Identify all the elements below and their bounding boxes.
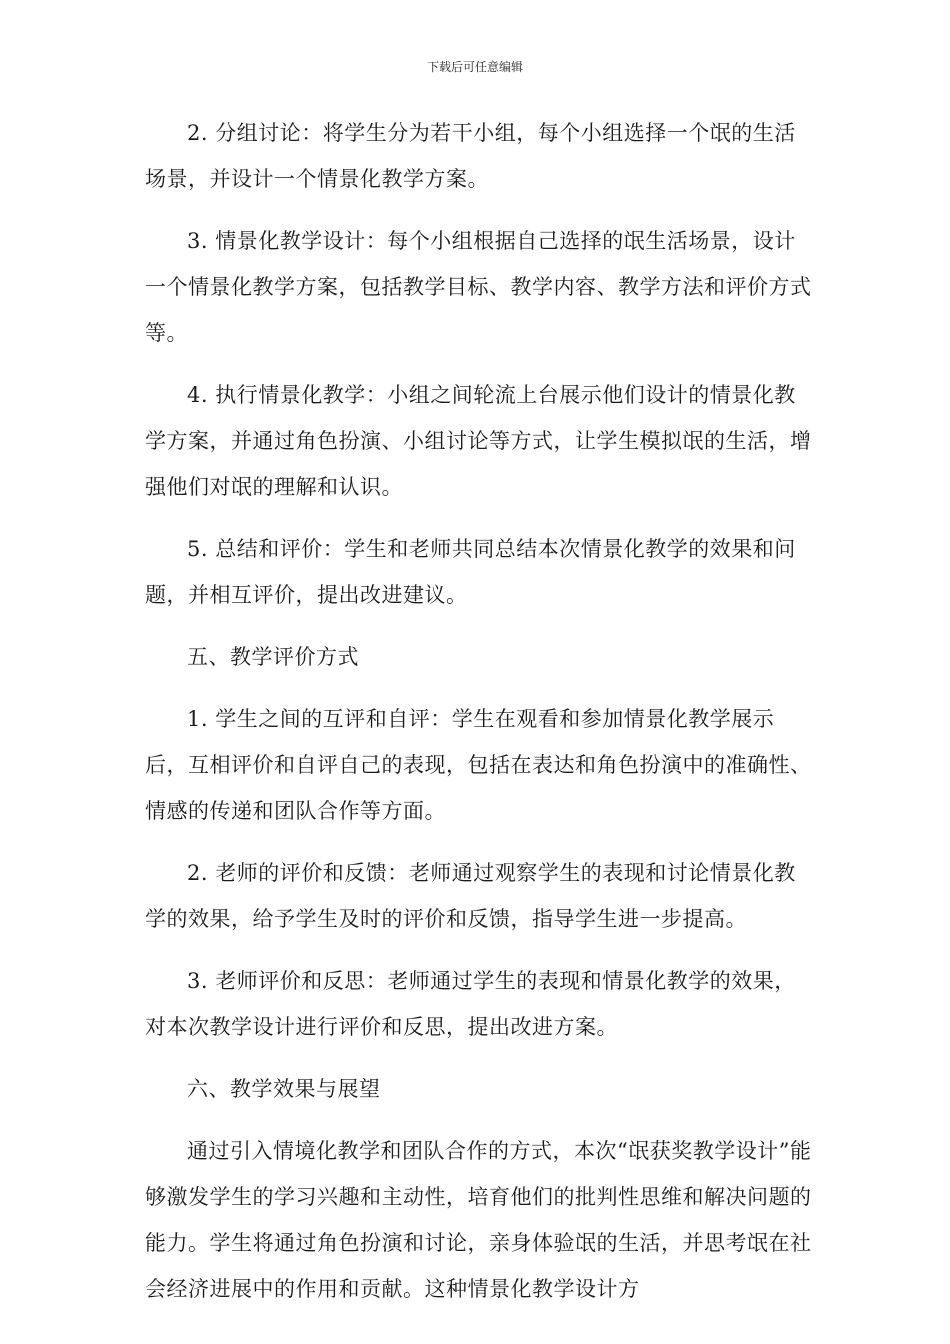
paragraph-step-5: 5. 总结和评价：学生和老师共同总结本次情景化教学的效果和问题，并相互评价，提出改进建议。 [145,537,796,607]
paragraph-step-2: 2. 分组讨论：将学生分为若干小组，每个小组选择一个氓的生活场景，并设计一个情景化教学方案。 [145,121,796,191]
paragraph-step-3: 3. 情景化教学设计：每个小组根据自己选择的氓生活场景，设计一个情景化教学方案，包括教学目标、教学内容、教学方法和评价方式等。 [145,229,812,345]
document-body [145,110,813,1328]
paragraph-eval-1: 1. 学生之间的互评和自评：学生在观看和参加情景化教学展示后，互相评价和自评自己的表现，包括在表达和角色扮演中的准确性、情感的传递和团队合作等方面。 [145,707,812,823]
section-heading-evaluation: 五、教学评价方式 [187,645,359,669]
paragraph-outlook: 通过引入情境化教学和团队合作的方式，本次“氓获奖教学设计”能够激发学生的学习兴趣和主动性，培育他们的批判性思维和解决问题的能力。学生将通过角色扮演和讨论，亲身体验氓的生活，并思考氓在社会经济进展中的作用和贡献。这种情景化教学设计方 [145,1139,812,1301]
section-heading-outlook: 六、教学效果与展望 [187,1077,381,1101]
page-header: 下载后可任意编辑 [426,60,523,74]
paragraph-eval-3: 3. 老师评价和反思：老师通过学生的表现和情景化教学的效果，对本次教学设计进行评价和反思，提出改进方案。 [145,969,796,1039]
paragraph-eval-2: 2. 老师的评价和反馈：老师通过观察学生的表现和讨论情景化教学的效果，给予学生及时的评价和反馈，指导学生进一步提高。 [145,861,796,931]
paragraph-step-4: 4. 执行情景化教学：小组之间轮流上台展示他们设计的情景化教学方案，并通过角色扮演、小组讨论等方式，让学生模拟氓的生活，增强他们对氓的理解和认识。 [145,383,812,499]
